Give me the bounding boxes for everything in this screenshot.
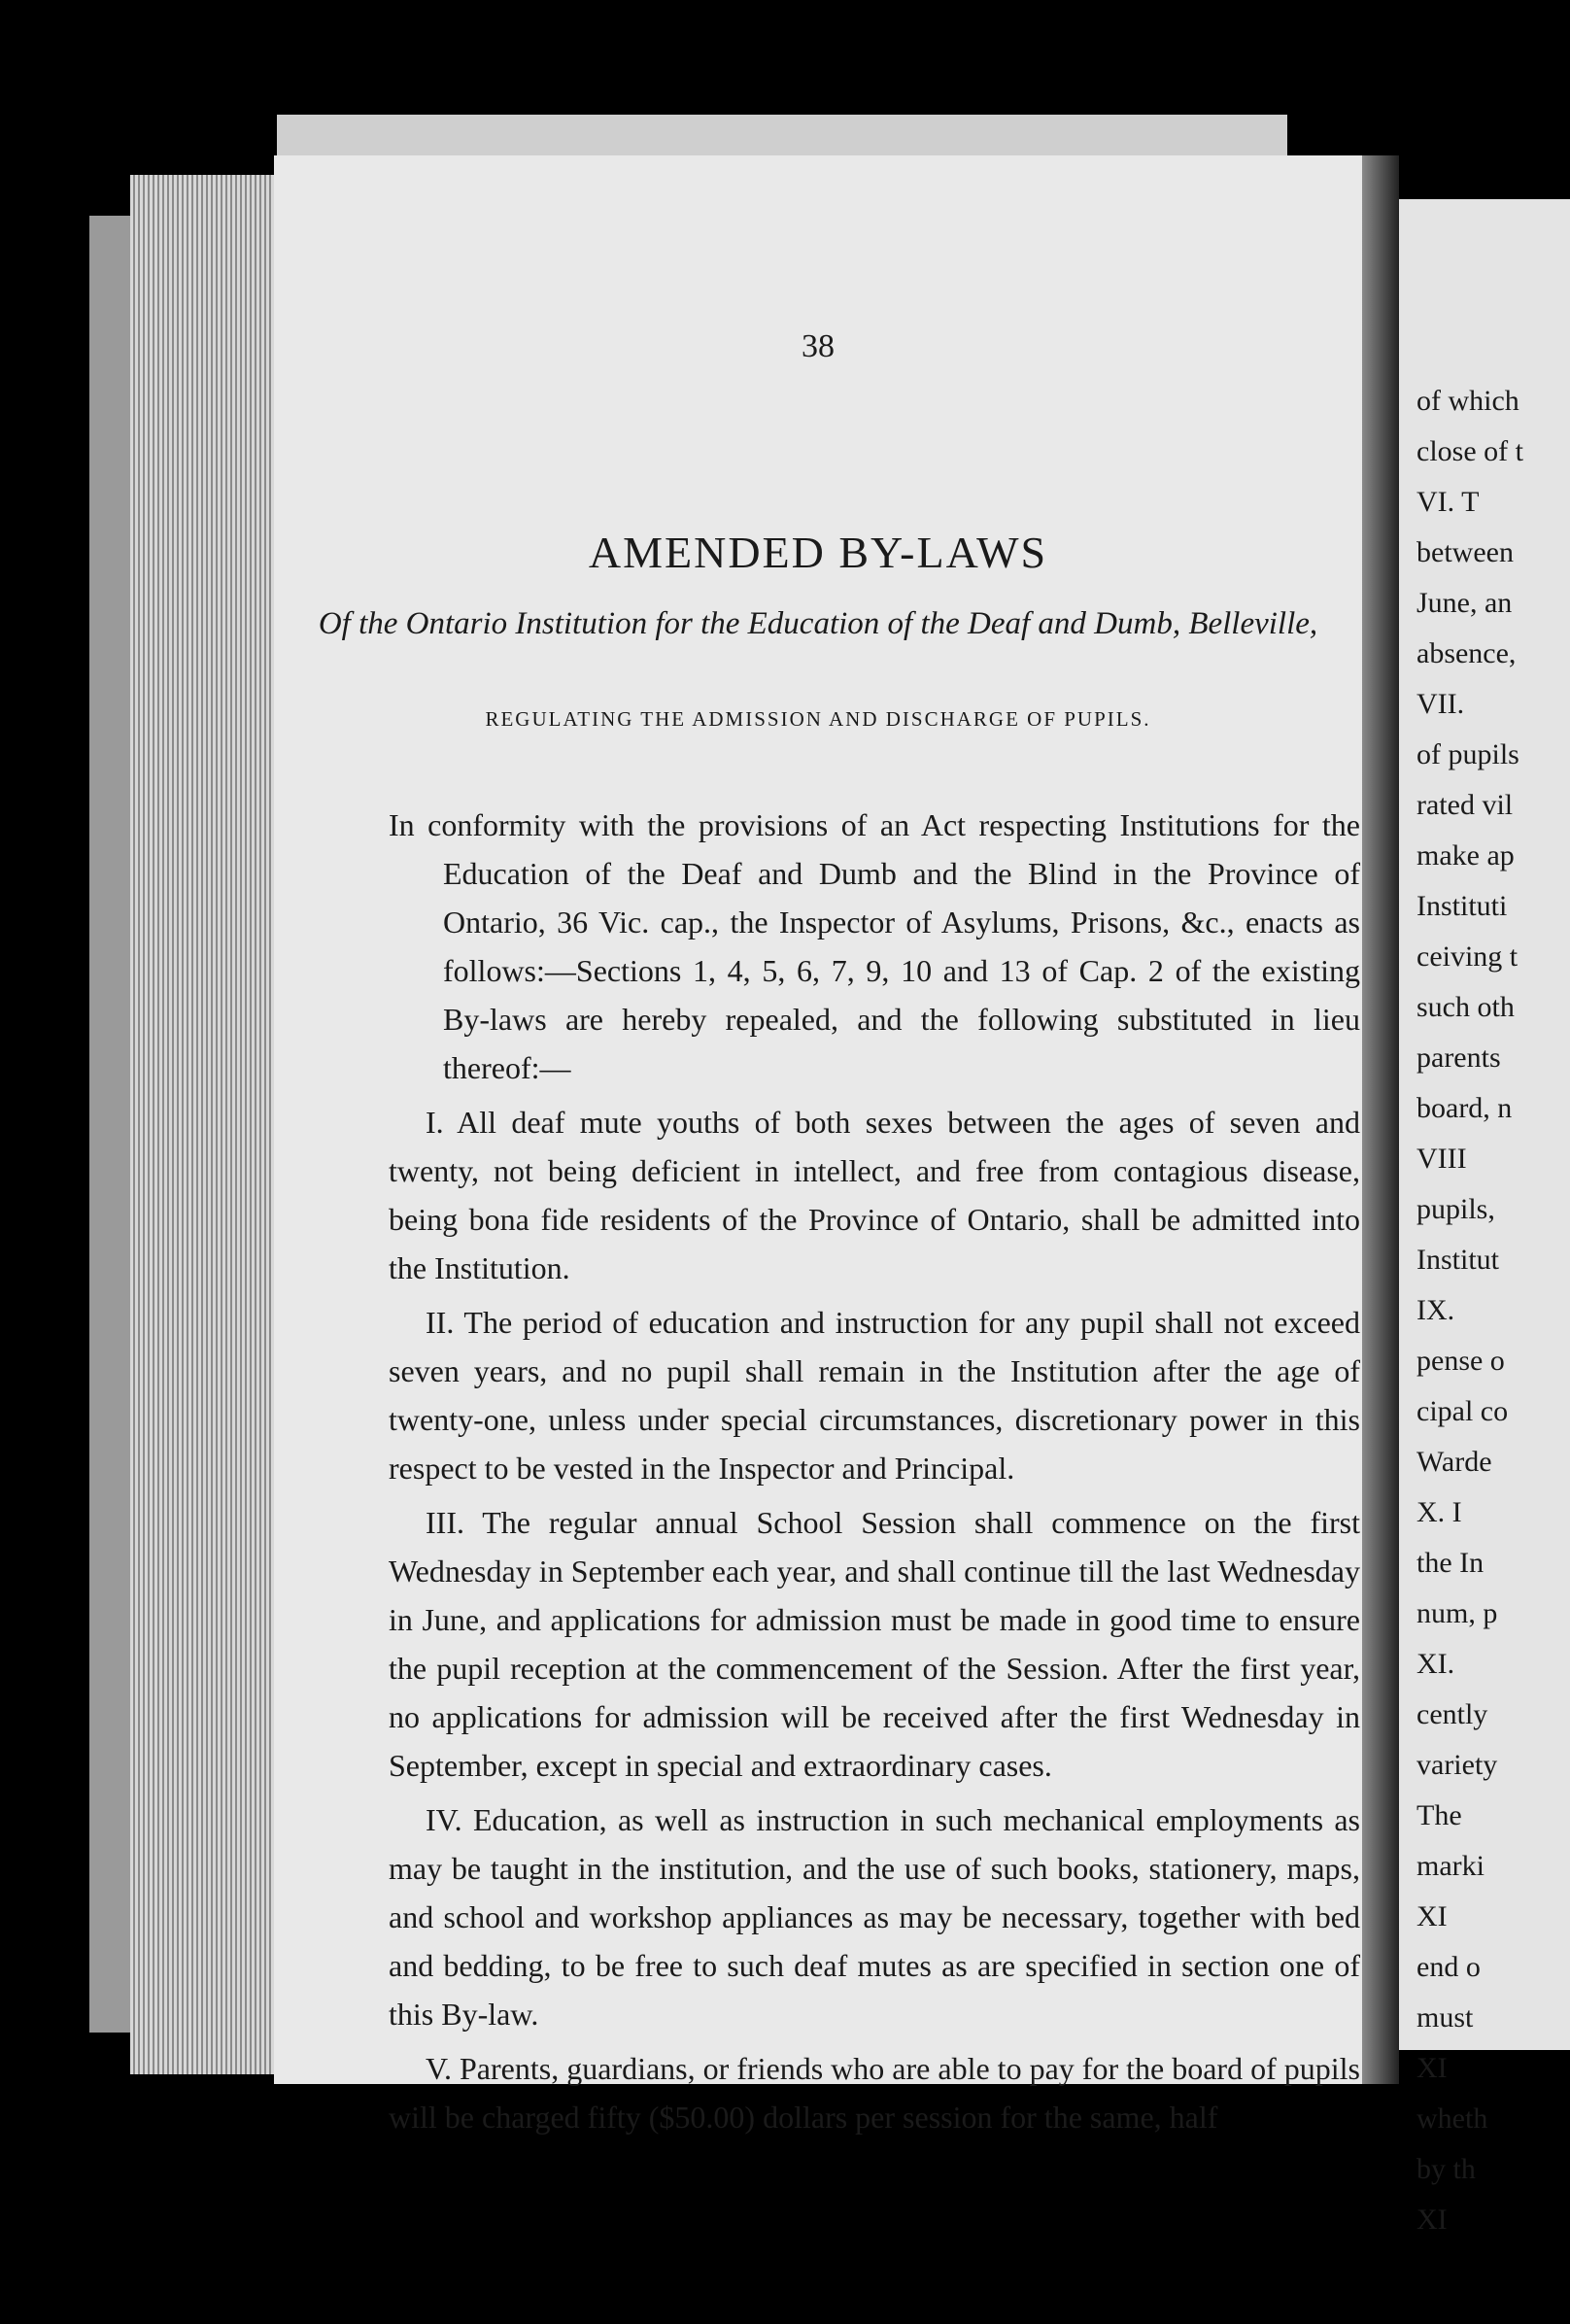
right-page-line: must (1416, 2001, 1474, 2034)
right-page-line: Institut (1416, 1244, 1500, 1276)
book-spine-shadow (1362, 155, 1399, 2084)
right-page-line: VII. (1416, 688, 1465, 720)
body-text (389, 801, 1360, 2147)
right-page-line: VI. T (1416, 486, 1480, 518)
left-page (274, 155, 1362, 2135)
right-page-line: variety (1416, 1749, 1498, 1781)
right-page-line: X. I (1416, 1496, 1462, 1528)
right-page-line: parents (1416, 1042, 1501, 1074)
right-page-line: XI (1416, 2052, 1448, 2084)
right-page-line: make ap (1416, 839, 1515, 872)
bylaw-paragraph-1: I. All deaf mute youths of both sexes between the ages of seven and twenty, not being deficient in intellect, and free from contagious disease, being bona fide residents of the Province of Ontario, shall be admitted into the Institution. (389, 1105, 1360, 1285)
right-page-line: Warde (1416, 1446, 1492, 1478)
right-page-line: June, an (1416, 587, 1513, 619)
right-page-line: Instituti (1416, 890, 1508, 922)
right-page-line: the In (1416, 1547, 1485, 1579)
section-heading: REGULATING THE ADMISSION AND DISCHARGE OF PUPILS. (485, 707, 1151, 731)
book-cover-edge (89, 216, 130, 2033)
right-page-line: absence, (1416, 637, 1517, 669)
right-page-line: pupils, (1416, 1193, 1495, 1225)
preamble-paragraph: In conformity with the provisions of an Act respecting Institutions for the Education of the Deaf and Dumb and the Blind in the Province of Ontario, 36 Vic. cap., the Inspector of Asylums, Prisons, &c., enacts as follows:—Sections 1, 4, 5, 6, 7, 9, 10 and 13 of Cap. 2 of the existing By-laws are hereby repealed, and the following substituted in lieu thereof:— (389, 807, 1360, 1085)
right-page-line: close of t (1416, 435, 1523, 467)
right-page-line: end o (1416, 1951, 1481, 1983)
right-page-line: XI (1416, 1900, 1448, 1932)
right-page-line: marki (1416, 1850, 1485, 1882)
right-page-line: VIII (1416, 1143, 1467, 1175)
right-page-line: IX. (1416, 1294, 1455, 1326)
right-page-line: wheth (1416, 2102, 1488, 2135)
right-page-line: between (1416, 536, 1514, 568)
bylaw-paragraph-4: IV. Education, as well as instruction in such mechanical employments as may be taught in the institution, and the use of such books, stationery, maps, and school and workshop appliances as may be necessary, together with bed and bedding, to be free to such deaf mutes as are specified in section one of this By-law. (389, 1802, 1360, 2032)
right-page-line: board, n (1416, 1092, 1513, 1124)
right-page-line: pense o (1416, 1345, 1505, 1377)
page-number: 38 (802, 328, 835, 364)
bylaw-paragraph-3: III. The regular annual School Session shall commence on the first Wednesday in September each year, and shall continue till the last Wednesday in June, and applications for admission must be made in good time to ensure the pupil reception at the commencement of the Session. After the first year, no applications for admission will be received after the first Wednesday in September, except in special and extraordinary cases. (389, 1505, 1360, 1783)
right-page-line: ceiving t (1416, 940, 1519, 973)
right-page-line: cently (1416, 1698, 1488, 1730)
right-page (1399, 199, 1570, 2236)
document-title: AMENDED BY-LAWS (588, 528, 1048, 577)
right-page-line: num, p (1416, 1597, 1498, 1629)
right-page-line: rated vil (1416, 789, 1514, 821)
document-subtitle: Of the Ontario Institution for the Education of the Deaf and Dumb, Belleville, (318, 606, 1318, 641)
page-stack-edges (130, 175, 276, 2074)
right-page-line: XI (1416, 2204, 1448, 2236)
right-page-line: of which (1416, 385, 1519, 417)
right-page-line: cipal co (1416, 1395, 1509, 1427)
bylaw-paragraph-2: II. The period of education and instruction for any pupil shall not exceed seven years, and no pupil shall remain in the Institution after the age of twenty-one, unless under special circumstances, discretionary power in this respect to be vested in the Inspector and Principal. (389, 1305, 1360, 1486)
right-page-line: such oth (1416, 991, 1515, 1023)
bylaw-paragraph-5: V. Parents, guardians, or friends who are able to pay for the board of pupils will be charged fifty ($50.00) dollars per session for the same, half (389, 2051, 1360, 2135)
right-page-lines (1416, 376, 1523, 2245)
right-page-line: XI. (1416, 1648, 1455, 1680)
right-page-line: The (1416, 1799, 1462, 1831)
right-page-line: by th (1416, 2153, 1476, 2185)
right-page-line: of pupils (1416, 738, 1519, 770)
